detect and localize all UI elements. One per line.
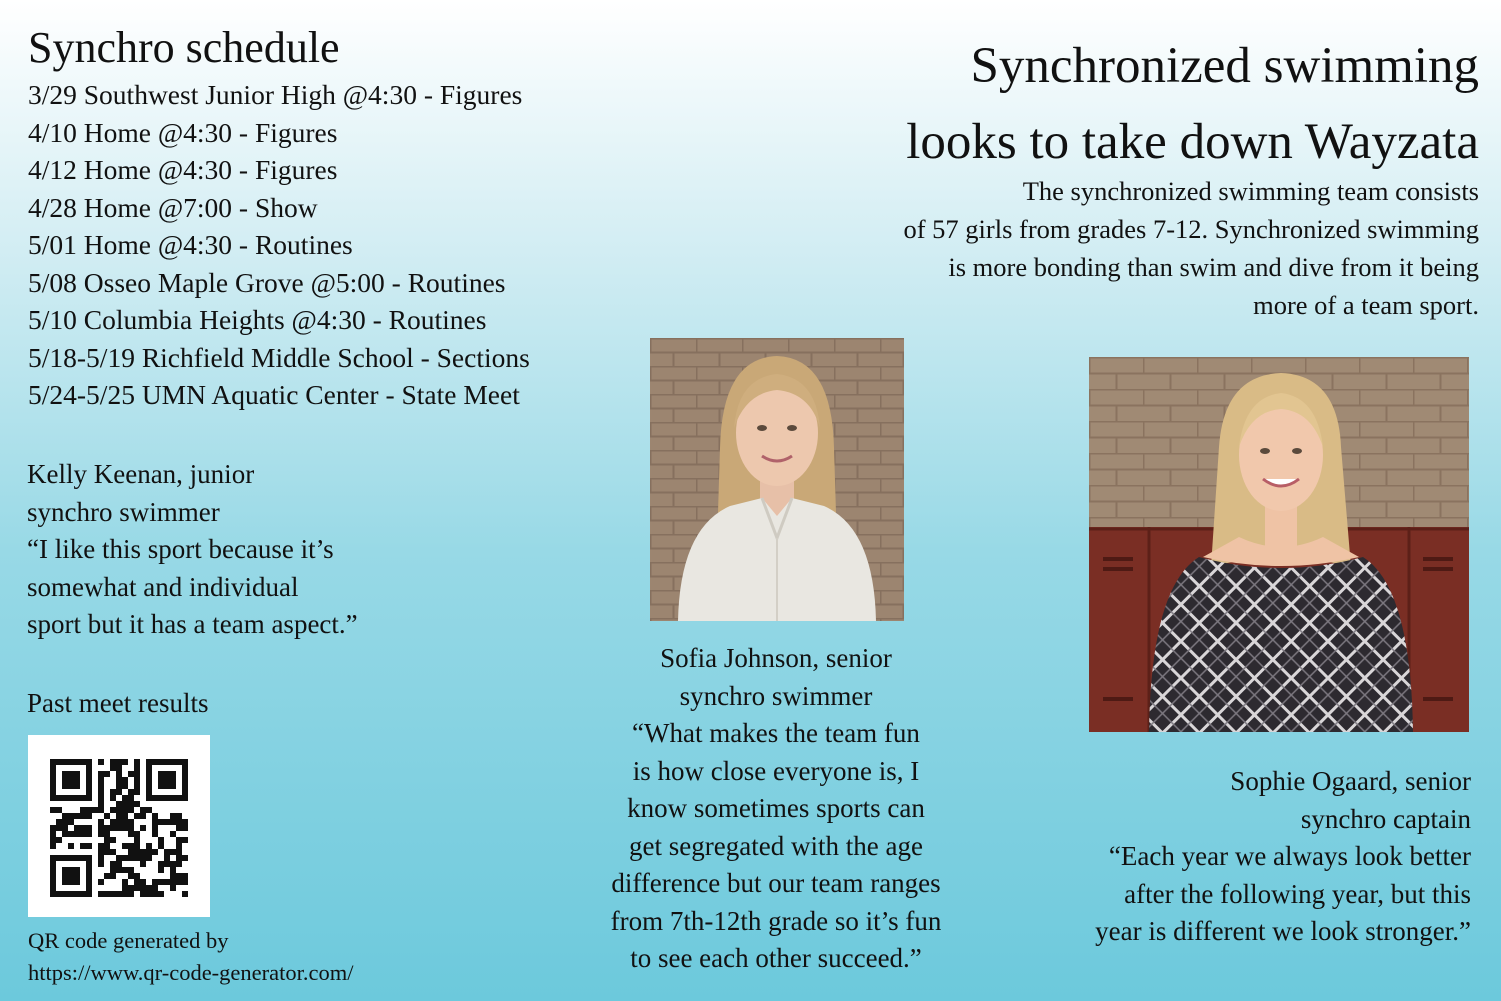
schedule-item: 4/28 Home @7:00 - Show xyxy=(28,191,318,223)
schedule-title: Synchro schedule xyxy=(28,23,340,72)
quote-line: get segregated with the age xyxy=(629,830,923,861)
quote-line: “What makes the team fun xyxy=(632,718,920,748)
quote-line: synchro swimmer xyxy=(679,680,873,711)
intro-paragraph xyxy=(759,172,1479,324)
quote-line: know sometimes sports can xyxy=(627,793,925,823)
quote-line: Sofia Johnson, senior xyxy=(660,643,892,673)
qr-credit-line: https://www.qr-code-generator.com/ xyxy=(28,960,354,985)
sophie-quote xyxy=(1095,763,1471,951)
schedule-item: 5/18-5/19 Richfield Middle School - Sections xyxy=(28,341,530,373)
schedule-item: 5/01 Home @4:30 - Routines xyxy=(28,229,353,260)
past-results-label: Past meet results xyxy=(27,688,209,718)
schedule-item: 5/24-5/25 UMN Aquatic Center - State Meet xyxy=(28,379,520,410)
intro-line: of 57 girls from grades 7-12. Synchronized swimming xyxy=(903,214,1479,244)
schedule-item: 3/29 Southwest Junior High @4:30 - Figures xyxy=(28,79,523,110)
quote-line: sport but it has a team aspect.” xyxy=(27,609,358,639)
qr-credit xyxy=(28,925,354,989)
intro-line: more of a team sport. xyxy=(1253,290,1479,320)
qr-credit-line: QR code generated by xyxy=(28,928,229,953)
quote-line: to see each other succeed.” xyxy=(630,943,922,973)
quote-line: is how close everyone is, I xyxy=(632,755,920,786)
quote-line: somewhat and individual xyxy=(27,571,299,602)
intro-line: The synchronized swimming team consists xyxy=(1022,176,1479,206)
quote-line: Kelly Keenan, junior xyxy=(27,459,255,489)
intro-line: is more bonding than swim and dive from it being xyxy=(948,252,1479,282)
sophie-photo xyxy=(1089,357,1469,732)
quote-line: year is different we look stronger.” xyxy=(1095,916,1471,946)
qr-code-icon[interactable] xyxy=(28,735,210,917)
headline-line: looks to take down Wayzata xyxy=(906,114,1479,170)
quote-line: synchro swimmer xyxy=(27,496,220,527)
schedule-item: 4/12 Home @4:30 - Figures xyxy=(28,154,338,185)
quote-line: from 7th-12th grade so it’s fun xyxy=(610,905,942,936)
quote-line: synchro captain xyxy=(1300,803,1471,834)
quote-line: “I like this sport because it’s xyxy=(27,534,334,564)
quote-line: after the following year, but this xyxy=(1124,878,1471,909)
article-headline xyxy=(906,28,1479,180)
schedule-list xyxy=(28,76,530,414)
quote-line: difference but our team ranges xyxy=(611,868,941,898)
headline-line: Synchronized swimming xyxy=(970,38,1479,94)
schedule-item: 5/10 Columbia Heights @4:30 - Routines xyxy=(28,304,487,335)
kelly-quote xyxy=(27,456,358,644)
quote-line: Sophie Ogaard, senior xyxy=(1230,766,1471,796)
schedule-item: 5/08 Osseo Maple Grove @5:00 - Routines xyxy=(28,266,506,298)
sofia-quote xyxy=(560,640,992,978)
schedule-item: 4/10 Home @4:30 - Figures xyxy=(28,116,338,148)
sofia-photo xyxy=(650,338,904,621)
quote-line: “Each year we always look better xyxy=(1108,841,1471,871)
qr-code-graphic xyxy=(50,759,188,897)
